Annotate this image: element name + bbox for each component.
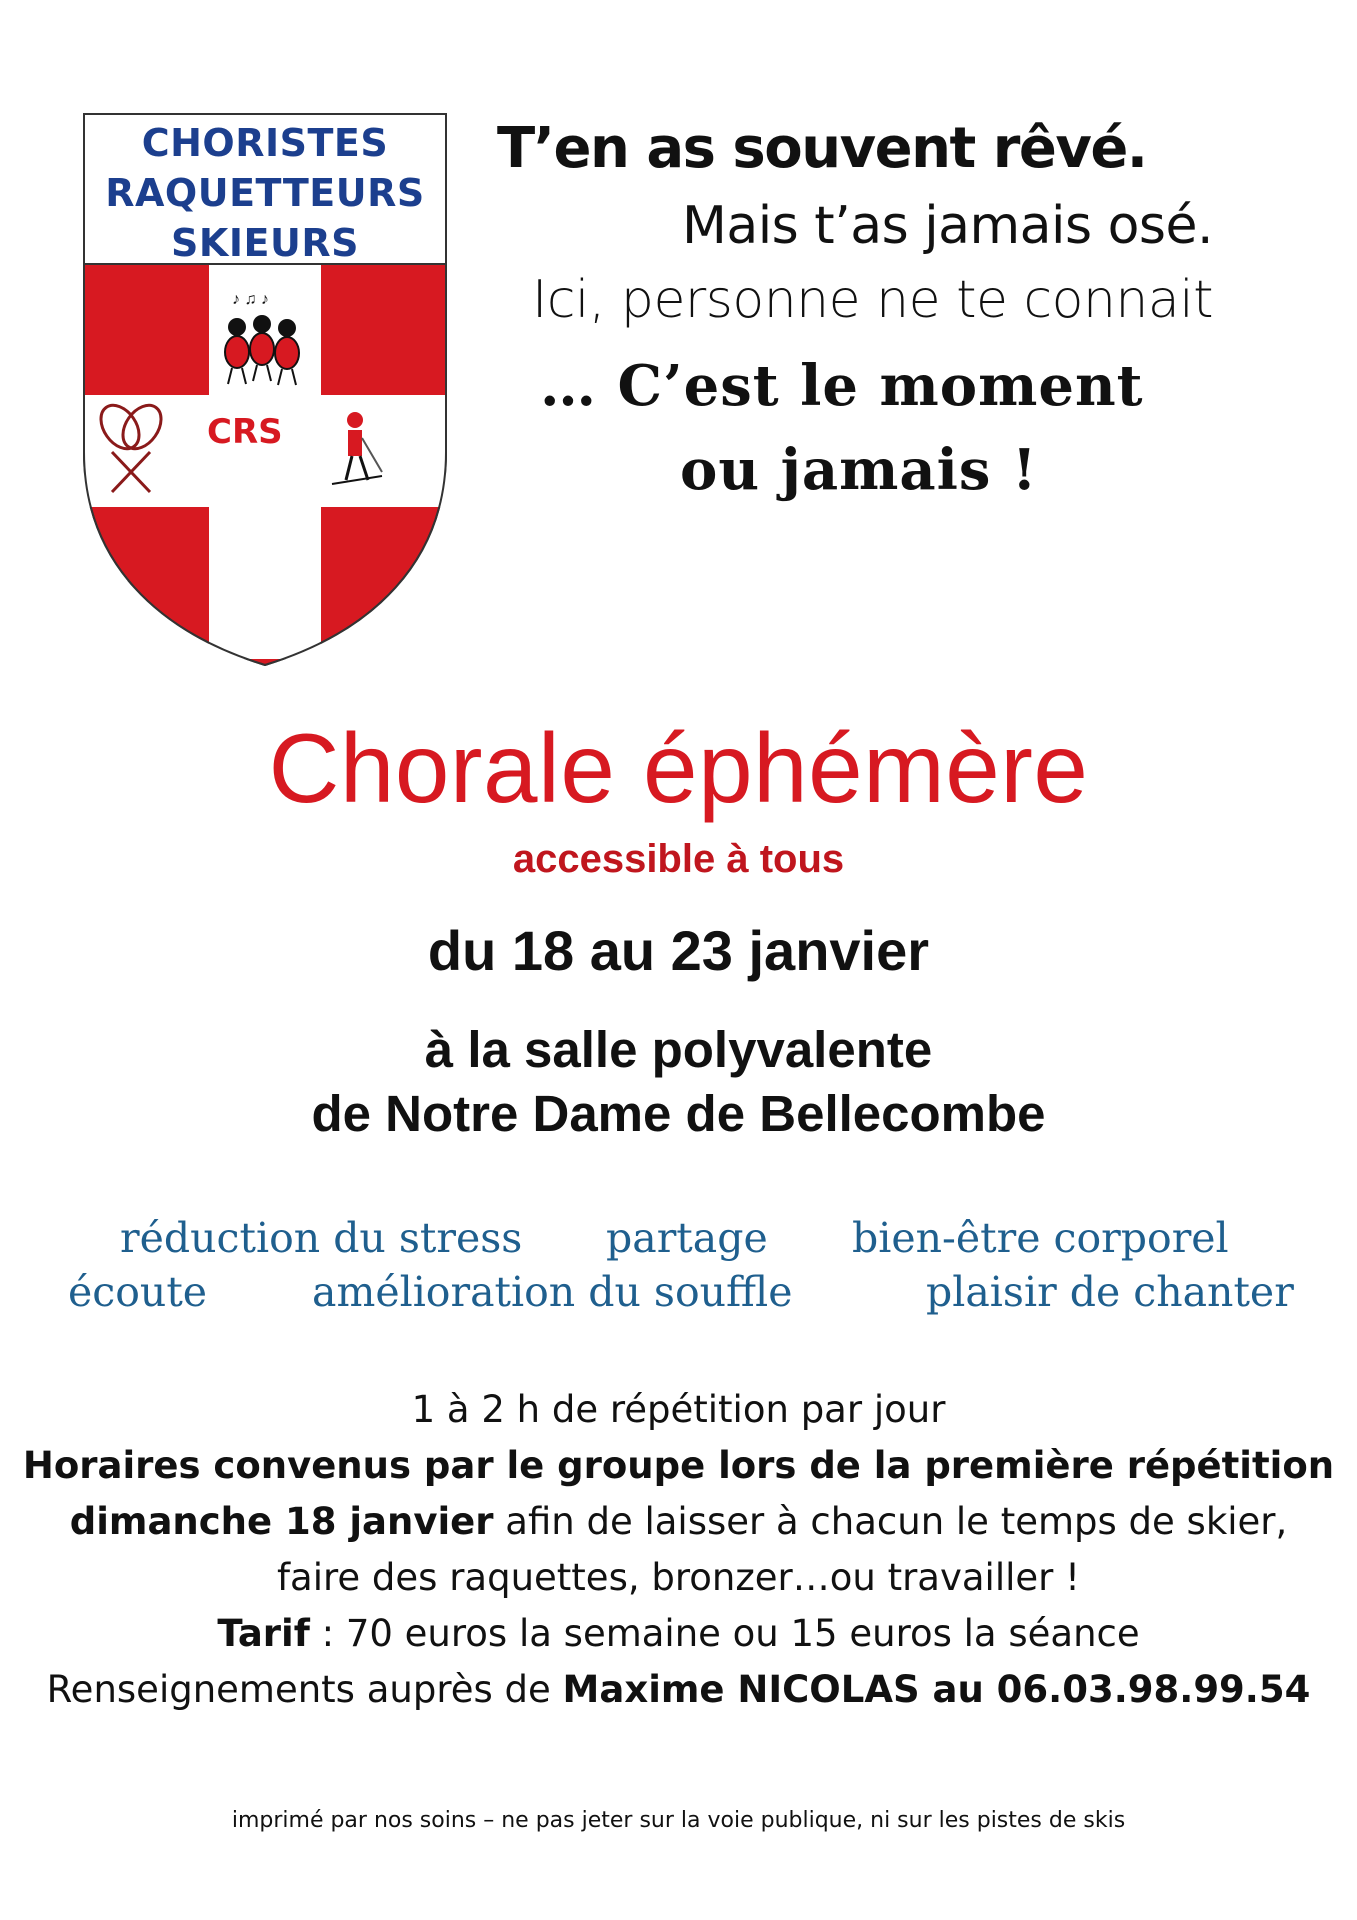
event-dates: du 18 au 23 janvier <box>427 919 930 982</box>
first-day-rest: afin de laisser à chacun le temps de skier, <box>493 1500 1288 1543</box>
benefit-item: amélioration du souffle <box>312 1268 793 1316</box>
schedule-info: Horaires convenus par le groupe lors de la première répétition <box>22 1444 1335 1487</box>
rehearsal-info: 1 à 2 h de répétition par jour <box>411 1388 946 1431</box>
event-place-line-2: de Notre Dame de Bellecombe <box>311 1085 1046 1142</box>
tarif-info <box>0 1612 1357 1655</box>
slogan-line-3: Ici, personne ne te connait <box>532 270 1214 330</box>
svg-text:♪ ♫ ♪: ♪ ♫ ♪ <box>232 291 269 308</box>
slogan-line-1: T’en as souvent rêvé. <box>497 116 1147 181</box>
contact-name: Maxime NICOLAS au 06.03.98.99.54 <box>562 1668 1311 1711</box>
activities-info: faire des raquettes, bronzer…ou travailler ! <box>277 1556 1080 1599</box>
event-subtitle: accessible à tous <box>512 837 845 881</box>
crest-title-line: CHORISTES <box>141 121 389 165</box>
benefit-item: plaisir de chanter <box>926 1268 1294 1316</box>
benefit-item: réduction du stress <box>120 1214 523 1262</box>
slogan-line-5: ou jamais ! <box>680 437 1038 503</box>
crest-title-line: SKIEURS <box>171 221 359 265</box>
first-day-info <box>0 1500 1357 1543</box>
footer-note: imprimé par nos soins – ne pas jeter sur la voie publique, ni sur les pistes de skis <box>231 1808 1126 1833</box>
slogan-line-4: … C’est le moment <box>540 353 1144 419</box>
tarif-label: Tarif <box>217 1612 310 1655</box>
contact-prefix: Renseignements auprès de <box>46 1668 563 1711</box>
first-day-date: dimanche 18 janvier <box>69 1500 494 1543</box>
slogan-line-2: Mais t’as jamais osé. <box>682 196 1214 256</box>
benefit-item: partage <box>606 1214 768 1262</box>
benefit-item: écoute <box>68 1268 208 1316</box>
event-title: Chorale éphémère <box>268 713 1089 823</box>
crest-abbreviation: CRS <box>207 412 283 452</box>
tarif-value: : 70 euros la semaine ou 15 euros la séance <box>309 1612 1140 1655</box>
benefit-item: bien-être corporel <box>852 1214 1229 1262</box>
crest-title <box>84 118 446 268</box>
contact-info <box>0 1668 1357 1711</box>
crest-title-line: RAQUETTEURS <box>105 171 425 215</box>
event-place-line-1: à la salle polyvalente <box>424 1021 933 1078</box>
